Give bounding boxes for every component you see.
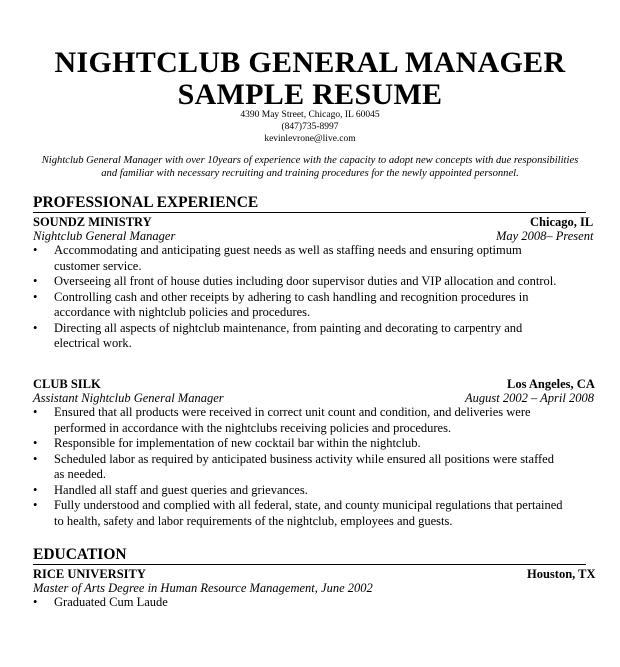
school-location: Houston, TX: [527, 567, 596, 581]
list-item: • Graduated Cum Laude: [33, 595, 168, 609]
list-item: • Accommodating and anticipating guest needs as well as staffing needs and ensuring optimum customer service.: [33, 243, 522, 273]
job-bullet-list: [33, 243, 563, 352]
list-item: • Fully understood and complied with all federal, state, and county municipal regulations that pertained to health, safety and labor requirements of the nightclub, employees and guests.: [33, 498, 563, 528]
list-item: • Ensured that all products were received in correct unit count and condition, and deliveries were performed in accordance with the nightclubs receiving policies and procedures.: [33, 405, 531, 435]
job-bullet-list: [33, 405, 563, 529]
contact-email: kevinlevrone@live.com: [264, 134, 356, 144]
job-location: Los Angeles, CA: [507, 377, 595, 391]
school-name: RICE UNIVERSITY: [33, 567, 146, 581]
list-item: • Directing all aspects of nightclub maintenance, from painting and decorating to carpentry and electrical work.: [33, 320, 523, 350]
job-org: CLUB SILK: [33, 377, 101, 391]
job-dates: August 2002 – April 2008: [465, 391, 594, 405]
contact-phone: (847)735-8997: [281, 122, 339, 132]
degree: Master of Arts Degree in Human Resource Management, June 2002: [33, 581, 373, 595]
education-heading: EDUCATION: [33, 546, 127, 563]
job-role: Nightclub General Manager: [33, 229, 176, 243]
job-org: SOUNDZ MINISTRY: [33, 215, 152, 229]
list-item: • Responsible for implementation of new cocktail bar within the nightclub.: [33, 436, 421, 450]
list-item: • Overseeing all front of house duties including door supervisor duties and VIP allocation and control.: [33, 274, 557, 288]
job-role: Assistant Nightclub General Manager: [33, 391, 224, 405]
professional-summary: Nightclub General Manager with over 10years of experience with the capacity to adopt new concepts with due responsibilities and familiar with necessary recruiting and training procedures for the newly appointed personnel.: [41, 155, 579, 179]
job-location: Chicago, IL: [530, 215, 594, 229]
list-item: • Controlling cash and other receipts by adhering to cash handling and recognition procedures in accordance with nightclub policies and procedures.: [33, 289, 529, 319]
list-item: • Scheduled labor as required by anticipated business activity while ensured all positions were staffed as needed.: [33, 451, 554, 481]
experience-heading: PROFESSIONAL EXPERIENCE: [33, 194, 259, 211]
education-bullet-list: [33, 595, 563, 611]
job-dates: May 2008– Present: [496, 229, 594, 243]
list-item: • Handled all staff and guest queries and grievances.: [33, 482, 308, 497]
education-divider: [33, 564, 586, 565]
contact-address: 4390 May Street, Chicago, IL 60045: [240, 110, 380, 120]
resume-title-line2: SAMPLE RESUME: [177, 78, 443, 111]
resume-title-line1: NIGHTCLUB GENERAL MANAGER: [54, 46, 566, 79]
